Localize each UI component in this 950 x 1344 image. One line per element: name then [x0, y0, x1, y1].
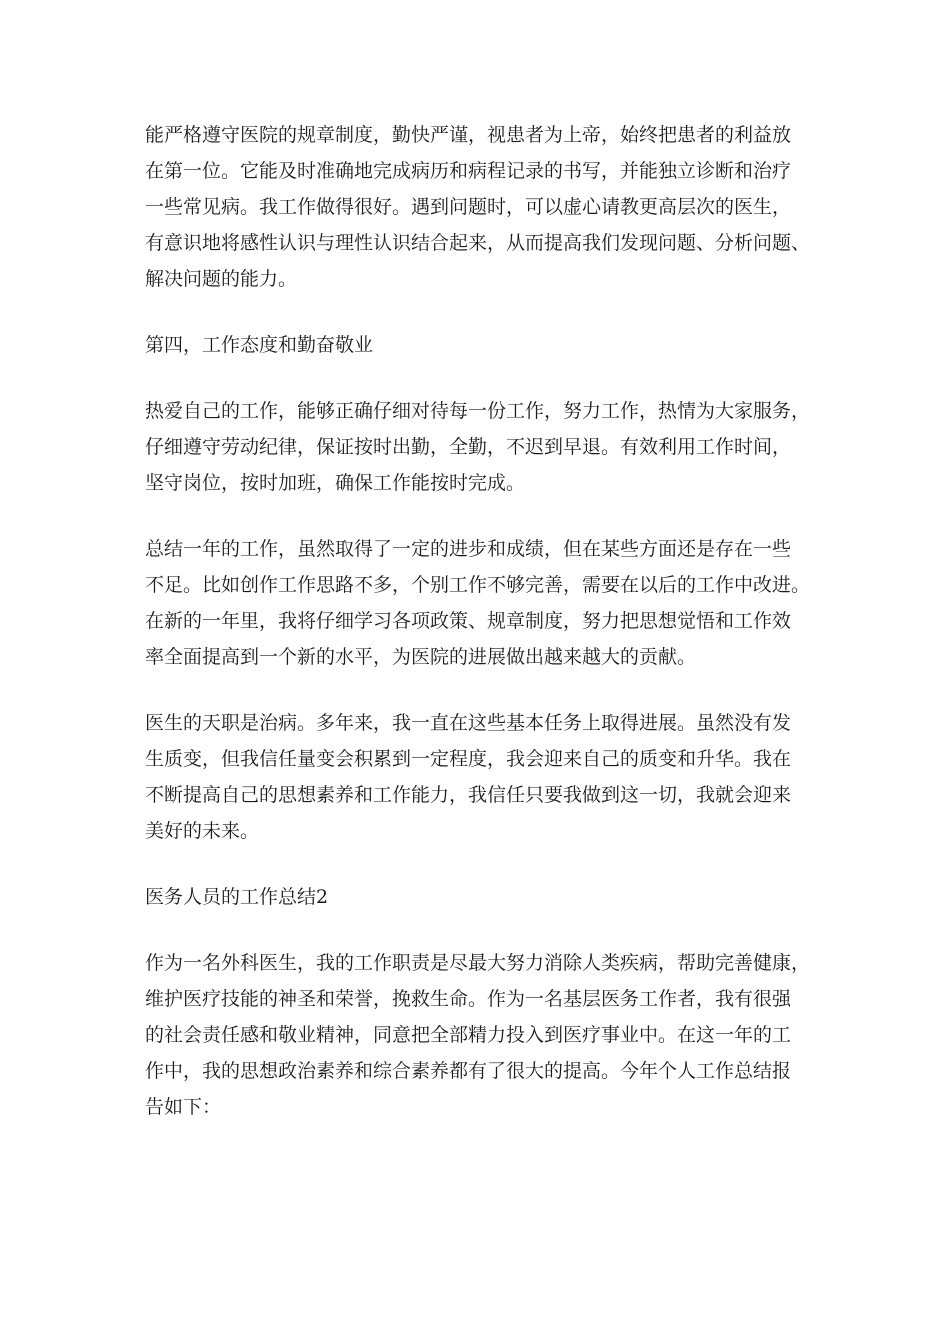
document-body: [145, 117, 815, 1125]
paragraph-work-attitude: [145, 393, 815, 501]
paragraph-doctor-duty: [145, 705, 815, 849]
text-line: 有意识地将感性认识与理性认识结合起来，从而提高我们发现问题、分析问题、: [145, 232, 811, 254]
text-line: 坚守岗位，按时加班，确保工作能按时完成。: [145, 472, 526, 494]
paragraph-rules-and-diagnosis: [145, 117, 815, 297]
text-line: 率全面提高到一个新的水平，为医院的进展做出越来越大的贡献。: [145, 646, 697, 668]
text-line: 热爱自己的工作，能够正确仔细对待每一份工作，努力工作，热情为大家服务，: [145, 400, 811, 422]
paragraph-surgeon-intro: [145, 945, 815, 1125]
text-line: 仔细遵守劳动纪律，保证按时出勤，全勤，不迟到早退。有效利用工作时间，: [145, 436, 792, 458]
text-line: 在第一位。它能及时准确地完成病历和病程记录的书写，并能独立诊断和治疗: [145, 160, 792, 182]
text-line: 一些常见病。我工作做得很好。遇到问题时，可以虚心请教更高层次的医生，: [145, 196, 792, 218]
text-line: 美好的未来。: [145, 820, 260, 842]
heading-text: 第四，工作态度和勤奋敬业: [145, 334, 374, 356]
paragraph-year-summary: [145, 531, 815, 675]
text-line: 作中，我的思想政治素养和综合素养都有了很大的提高。今年个人工作总结报: [145, 1060, 792, 1082]
text-line: 不断提高自己的思想素养和工作能力，我信任只要我做到这一切，我就会迎来: [145, 784, 792, 806]
text-line: 总结一年的工作，虽然取得了一定的进步和成绩，但在某些方面还是存在一些: [145, 538, 792, 560]
section-heading-work-attitude: [145, 327, 815, 363]
section-heading-summary-2: [145, 879, 815, 915]
text-line: 维护医疗技能的神圣和荣誉，挽救生命。作为一名基层医务工作者，我有很强: [145, 988, 792, 1010]
text-line: 作为一名外科医生，我的工作职责是尽最大努力消除人类疾病，帮助完善健康，: [145, 952, 811, 974]
text-line: 不足。比如创作工作思路不多，个别工作不够完善，需要在以后的工作中改进。: [145, 574, 811, 596]
text-line: 的社会责任感和敬业精神，同意把全部精力投入到医疗事业中。在这一年的工: [145, 1024, 792, 1046]
text-line: 在新的一年里，我将仔细学习各项政策、规章制度，努力把思想觉悟和工作效: [145, 610, 792, 632]
text-line: 生质变，但我信任量变会积累到一定程度，我会迎来自己的质变和升华。我在: [145, 748, 792, 770]
text-line: 告如下：: [145, 1096, 222, 1118]
text-line: 医生的天职是治病。多年来，我一直在这些基本任务上取得进展。虽然没有发: [145, 712, 792, 734]
text-line: 能严格遵守医院的规章制度，勤快严谨，视患者为上帝，始终把患者的利益放: [145, 124, 792, 146]
heading-text: 医务人员的工作总结2: [145, 886, 329, 908]
text-line: 解决问题的能力。: [145, 268, 298, 290]
